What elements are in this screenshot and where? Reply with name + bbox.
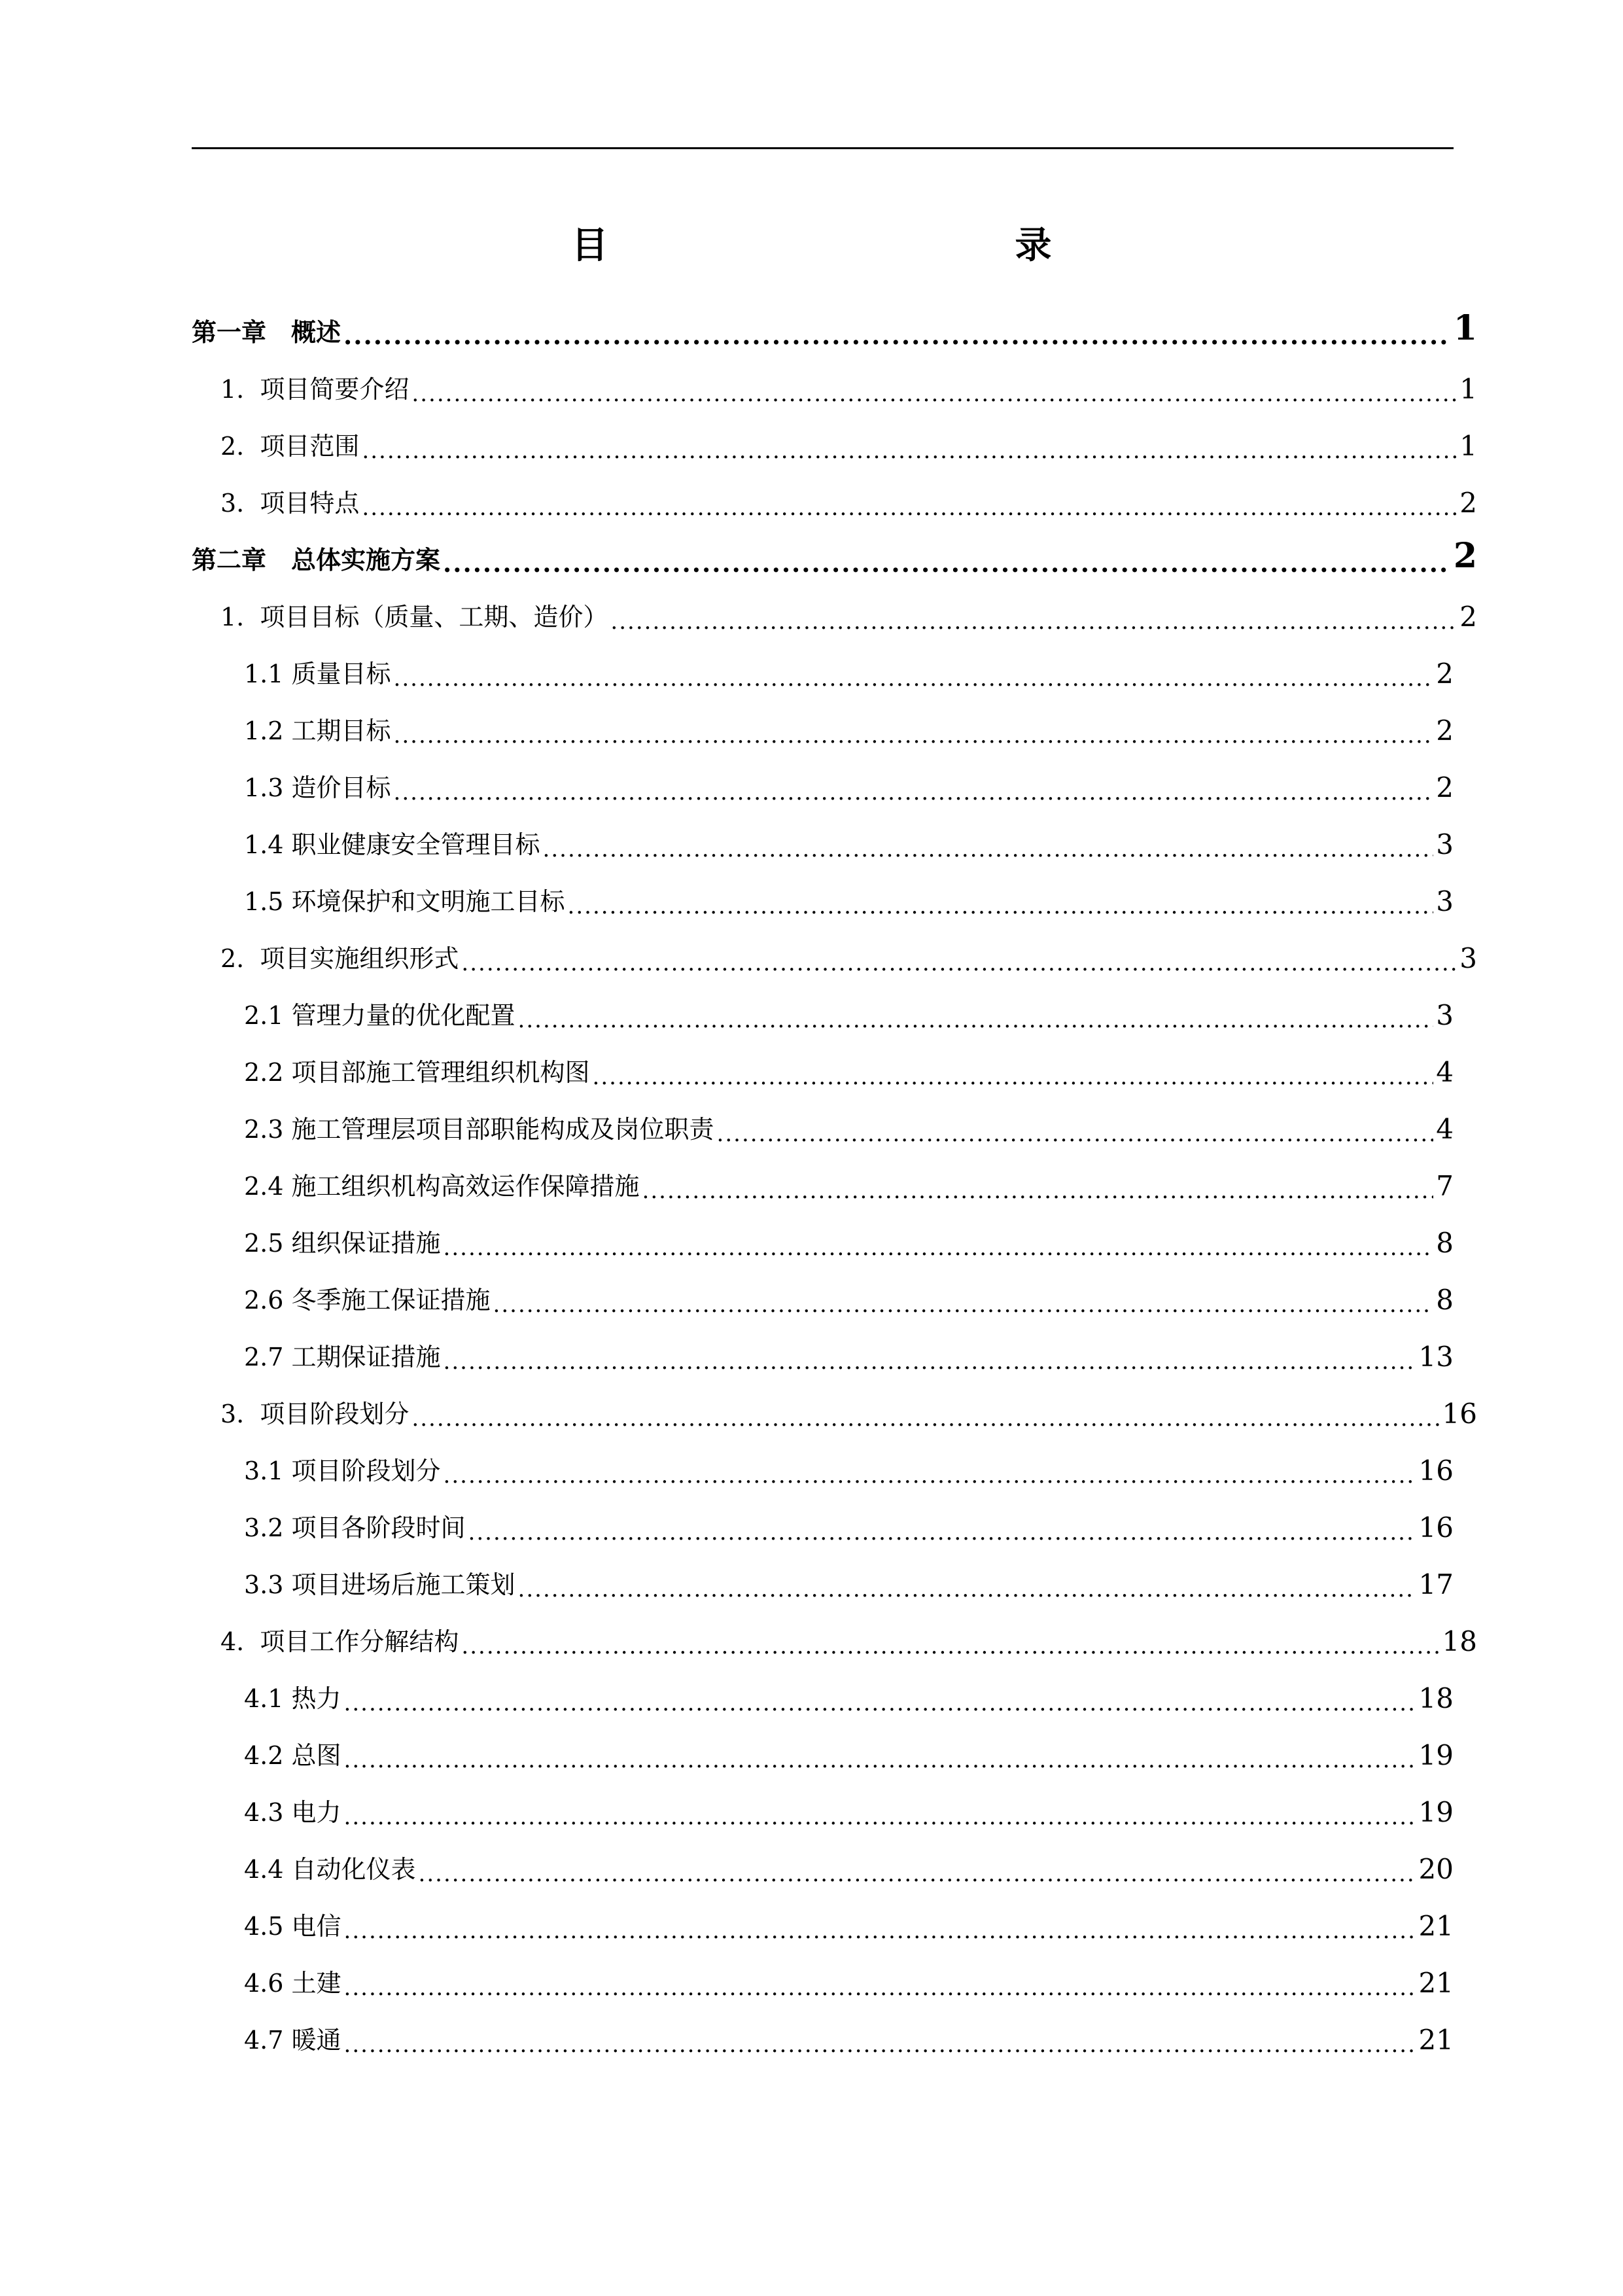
toc-subsection-entry[interactable] xyxy=(0,1721,1454,1778)
toc-entry-label: 2. 项目实施组织形式 xyxy=(220,944,459,973)
toc-entry-label: 2.3 施工管理层项目部职能构成及岗位职责 xyxy=(244,1115,714,1144)
toc-subsection-entry[interactable] xyxy=(0,1892,1454,1949)
toc-chapter-entry[interactable] xyxy=(0,525,1477,582)
toc-dot-leader xyxy=(344,1920,1416,1942)
toc-dot-leader xyxy=(593,1066,1434,1088)
toc-dot-leader xyxy=(444,1464,1416,1487)
toc-subsection-entry[interactable] xyxy=(0,981,1454,1038)
toc-subsection-entry[interactable] xyxy=(0,1664,1454,1721)
toc-entry-label: 4.6 土建 xyxy=(244,1969,341,1998)
toc-entry-label: 第一章 概述 xyxy=(192,317,341,347)
toc-page-number: 3 xyxy=(1459,942,1477,974)
toc-page-number: 21 xyxy=(1418,1967,1454,1999)
toc-page-number: 16 xyxy=(1442,1398,1477,1430)
toc-page-number: 4 xyxy=(1436,1056,1454,1088)
toc-page-number: 21 xyxy=(1418,1910,1454,1942)
toc-entry-label: 3.1 项目阶段划分 xyxy=(244,1457,441,1485)
toc-title: 目 录 xyxy=(571,224,1163,267)
toc-dot-leader xyxy=(642,1180,1434,1202)
toc-dot-leader xyxy=(394,724,1434,747)
toc-entry-label: 1. 项目简要介绍 xyxy=(220,375,410,404)
toc-entry-label: 1.4 职业健康安全管理目标 xyxy=(244,830,540,859)
toc-entry-label: 4. 项目工作分解结构 xyxy=(220,1627,459,1656)
toc-subsection-entry[interactable] xyxy=(0,1152,1454,1209)
toc-page-number: 16 xyxy=(1418,1455,1454,1487)
toc-entry-label: 1. 项目目标（质量、工期、造价） xyxy=(220,603,608,631)
toc-subsection-entry[interactable] xyxy=(0,1493,1454,1550)
toc-entry-label: 1.3 造价目标 xyxy=(244,773,391,802)
toc-dot-leader xyxy=(443,551,1451,576)
toc-entry-label: 第二章 总体实施方案 xyxy=(192,545,441,574)
toc-subsection-entry[interactable] xyxy=(0,753,1454,810)
toc-chapter-entry[interactable] xyxy=(0,298,1477,355)
toc-dot-leader xyxy=(344,1692,1416,1714)
toc-dot-leader xyxy=(344,1806,1416,1828)
toc-subsection-entry[interactable] xyxy=(0,1322,1454,1379)
toc-subsection-entry[interactable] xyxy=(0,1436,1454,1493)
toc-dot-leader xyxy=(344,2034,1416,2056)
toc-entry-label: 2.5 组织保证措施 xyxy=(244,1229,441,1258)
toc-page-number: 8 xyxy=(1436,1227,1454,1259)
toc-dot-leader xyxy=(362,440,1457,462)
table-of-contents xyxy=(0,298,1623,2062)
toc-page-number: 16 xyxy=(1418,1511,1454,1544)
toc-dot-leader xyxy=(394,781,1434,804)
toc-dot-leader xyxy=(461,952,1457,974)
toc-page-number: 3 xyxy=(1436,885,1454,917)
toc-subsection-entry[interactable] xyxy=(0,696,1454,753)
toc-section-entry[interactable] xyxy=(0,924,1477,981)
toc-page-number: 2 xyxy=(1459,487,1477,519)
toc-page-number: 17 xyxy=(1418,1568,1454,1600)
toc-page-number: 18 xyxy=(1442,1625,1477,1657)
toc-page-number: 2 xyxy=(1436,658,1454,690)
toc-page-number: 2 xyxy=(1453,536,1477,576)
toc-dot-leader xyxy=(518,1009,1434,1031)
toc-entry-label: 2.6 冬季施工保证措施 xyxy=(244,1286,491,1315)
toc-entry-label: 4.4 自动化仪表 xyxy=(244,1855,416,1884)
toc-entry-label: 1.1 质量目标 xyxy=(244,660,391,688)
toc-page-number: 1 xyxy=(1453,308,1477,348)
toc-page-number: 2 xyxy=(1436,715,1454,747)
toc-subsection-entry[interactable] xyxy=(0,867,1454,924)
toc-entry-label: 4.7 暖通 xyxy=(244,2026,341,2055)
toc-dot-leader xyxy=(543,838,1434,860)
toc-subsection-entry[interactable] xyxy=(0,1778,1454,1835)
toc-page-number: 1 xyxy=(1459,373,1477,405)
toc-subsection-entry[interactable] xyxy=(0,639,1454,696)
toc-page-number: 4 xyxy=(1436,1113,1454,1145)
toc-entry-label: 4.2 总图 xyxy=(244,1741,341,1770)
toc-entry-label: 1.2 工期目标 xyxy=(244,716,391,745)
toc-page-number: 3 xyxy=(1436,999,1454,1031)
toc-page-number: 18 xyxy=(1418,1682,1454,1714)
toc-dot-leader xyxy=(518,1578,1416,1600)
toc-dot-leader xyxy=(461,1635,1439,1657)
toc-entry-label: 2.7 工期保证措施 xyxy=(244,1343,441,1371)
toc-dot-leader xyxy=(493,1294,1434,1316)
toc-subsection-entry[interactable] xyxy=(0,1265,1454,1322)
toc-entry-label: 4.1 热力 xyxy=(244,1684,341,1713)
toc-section-entry[interactable] xyxy=(0,468,1477,525)
toc-entry-label: 2.1 管理力量的优化配置 xyxy=(244,1001,515,1030)
toc-page-number: 19 xyxy=(1418,1796,1454,1828)
toc-entry-label: 2.4 施工组织机构高效运作保障措施 xyxy=(244,1172,640,1201)
toc-subsection-entry[interactable] xyxy=(0,2005,1454,2062)
header-rule xyxy=(192,147,1454,149)
toc-section-entry[interactable] xyxy=(0,582,1477,639)
toc-dot-leader xyxy=(394,667,1434,690)
toc-entry-label: 2. 项目范围 xyxy=(220,432,360,461)
toc-dot-leader xyxy=(411,1407,1439,1430)
toc-subsection-entry[interactable] xyxy=(0,1209,1454,1265)
toc-page-number: 7 xyxy=(1436,1170,1454,1202)
toc-dot-leader xyxy=(344,1977,1416,1999)
toc-page-number: 19 xyxy=(1418,1739,1454,1771)
toc-subsection-entry[interactable] xyxy=(0,1835,1454,1892)
toc-entry-label: 3.2 项目各阶段时间 xyxy=(244,1513,466,1542)
toc-entry-label: 3. 项目特点 xyxy=(220,489,360,518)
toc-section-entry[interactable] xyxy=(0,355,1477,412)
toc-entry-label: 1.5 环境保护和文明施工目标 xyxy=(244,887,565,916)
toc-page-number: 20 xyxy=(1418,1853,1454,1885)
toc-dot-leader xyxy=(411,383,1457,405)
toc-subsection-entry[interactable] xyxy=(0,810,1454,867)
toc-section-entry[interactable] xyxy=(0,412,1477,468)
toc-section-entry[interactable] xyxy=(0,1607,1477,1664)
toc-page-number: 13 xyxy=(1418,1341,1454,1373)
toc-section-entry[interactable] xyxy=(0,1379,1477,1436)
toc-dot-leader xyxy=(344,1749,1416,1771)
toc-dot-leader xyxy=(419,1863,1416,1885)
toc-dot-leader xyxy=(568,895,1434,917)
toc-dot-leader xyxy=(343,323,1451,348)
toc-entry-label: 3. 项目阶段划分 xyxy=(220,1400,410,1428)
toc-page-number: 2 xyxy=(1459,601,1477,633)
toc-dot-leader xyxy=(444,1237,1434,1259)
toc-subsection-entry[interactable] xyxy=(0,1550,1454,1607)
toc-page-number: 2 xyxy=(1436,771,1454,804)
toc-subsection-entry[interactable] xyxy=(0,1038,1454,1095)
toc-dot-leader xyxy=(610,610,1457,633)
toc-entry-label: 2.2 项目部施工管理组织机构图 xyxy=(244,1058,590,1087)
toc-dot-leader xyxy=(717,1123,1434,1145)
toc-page-number: 21 xyxy=(1418,2024,1454,2056)
toc-entry-label: 4.5 电信 xyxy=(244,1912,341,1941)
toc-dot-leader xyxy=(444,1351,1416,1373)
toc-page-number: 1 xyxy=(1459,430,1477,462)
toc-entry-label: 3.3 项目进场后施工策划 xyxy=(244,1570,515,1599)
toc-dot-leader xyxy=(362,497,1457,519)
toc-subsection-entry[interactable] xyxy=(0,1095,1454,1152)
toc-subsection-entry[interactable] xyxy=(0,1949,1454,2005)
toc-entry-label: 4.3 电力 xyxy=(244,1798,341,1827)
toc-dot-leader xyxy=(468,1521,1416,1544)
toc-page-number: 3 xyxy=(1436,828,1454,860)
toc-page-number: 8 xyxy=(1436,1284,1454,1316)
